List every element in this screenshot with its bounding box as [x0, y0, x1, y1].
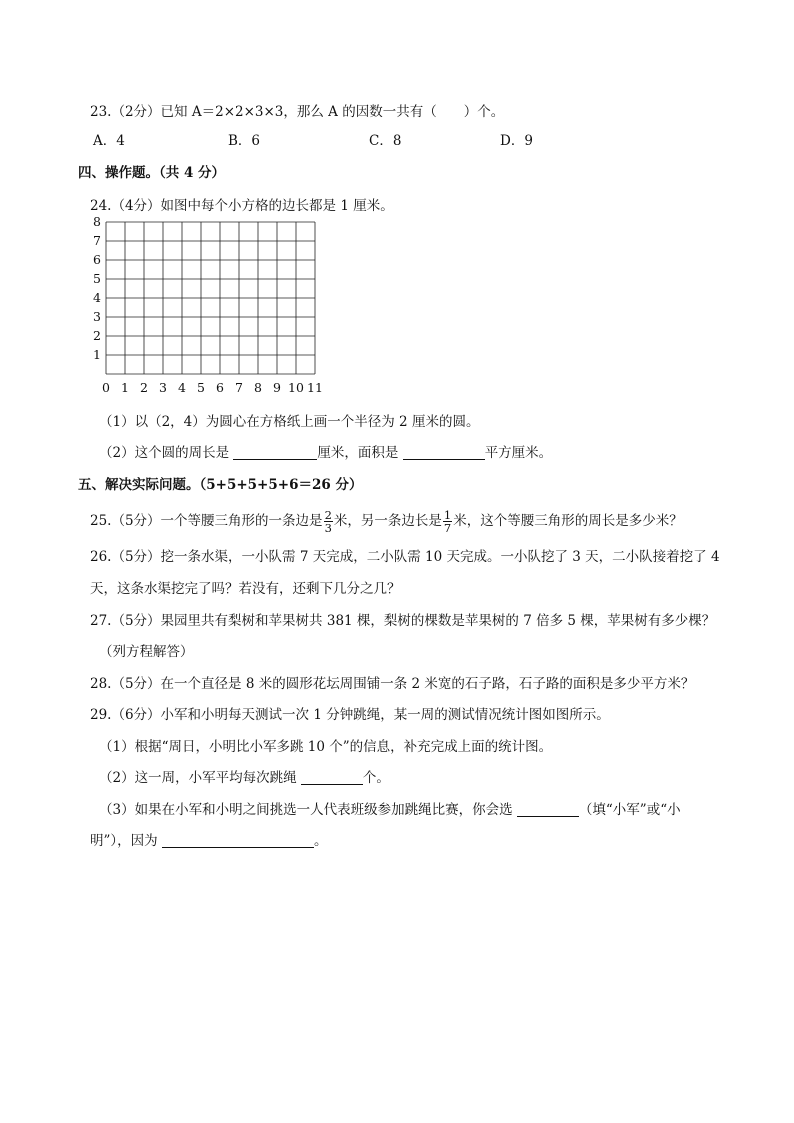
coordinate-grid — [88, 214, 328, 400]
y-tick-label: 2 — [93, 328, 101, 343]
average-jumps-blank[interactable] — [301, 770, 363, 785]
q29-sub3-line2-text-a: 明”），因为 — [90, 833, 162, 849]
q24-sub2 — [99, 444, 552, 462]
q29-sub2 — [99, 769, 390, 787]
q29-stem: 29.（6分）小军和小明每天测试一次 1 分钟跳绳，某一周的测试情况统计图如图所示。 — [90, 707, 610, 723]
x-axis-labels — [102, 380, 323, 395]
q24-sub1: （1）以（2，4）为圆心在方格纸上画一个半径为 2 厘米的圆。 — [99, 414, 480, 430]
q29-sub3-line2-text-b: 。 — [313, 833, 328, 849]
q23-option-c: C．8 — [369, 133, 402, 149]
q29-sub2-text-b: 个。 — [362, 770, 390, 786]
frac2-numerator: 1 — [443, 508, 452, 522]
y-tick-label: 5 — [93, 271, 101, 286]
q27-line2: （列方程解答） — [99, 644, 194, 660]
grid-svg — [88, 214, 328, 400]
q29-sub3-line2 — [90, 832, 327, 850]
x-tick-label: 8 — [254, 380, 262, 395]
q27-line1: 27.（5分）果园里共有梨树和苹果树共 381 棵，梨树的棵数是苹果树的 7 倍多 5 棵，苹果树有多少棵？ — [90, 613, 716, 629]
section-5-title: 五、解决实际问题。（5+5+5+5+6＝26 分） — [78, 477, 363, 493]
q24-stem: 24.（4分）如图中每个小方格的边长都是 1 厘米。 — [90, 198, 394, 214]
q25-text-c: 米，这个等腰三角形的周长是多少米？ — [453, 513, 683, 529]
q23-option-b: B．6 — [228, 133, 261, 149]
frac1-denominator: 3 — [324, 521, 332, 535]
q23-option-a: A．4 — [93, 133, 125, 149]
q29-sub3 — [99, 801, 681, 819]
y-tick-label: 6 — [93, 252, 101, 267]
y-tick-label: 7 — [93, 233, 101, 248]
circumference-answer-blank[interactable] — [233, 445, 317, 460]
q25-text-a: 25.（5分）一个等腰三角形的一条边是 — [90, 513, 323, 529]
x-tick-label: 1 — [121, 380, 129, 395]
reason-blank[interactable] — [162, 833, 314, 848]
x-tick-label: 7 — [235, 380, 243, 395]
q23-option-d: D．9 — [500, 133, 533, 149]
x-tick-label: 3 — [159, 380, 167, 395]
y-axis-labels — [93, 214, 101, 362]
q29-sub3-text-b: （填“小军”或“小 — [578, 802, 681, 818]
x-tick-label: 0 — [102, 380, 110, 395]
q24-sub2-text-a: （2）这个圆的周长是 — [99, 445, 234, 461]
x-tick-label: 11 — [307, 380, 323, 395]
y-tick-label: 3 — [93, 309, 101, 324]
fraction-one-seventh — [443, 509, 452, 534]
q25-stem — [90, 508, 683, 534]
x-tick-label: 5 — [197, 380, 205, 395]
choice-blank[interactable] — [517, 802, 579, 817]
q29-sub1: （1）根据“周日，小明比小军多跳 10 个”的信息，补充完成上面的统计图。 — [99, 739, 553, 755]
q28-line1: 28.（5分）在一个直径是 8 米的圆形花坛周围铺一条 2 米宽的石子路，石子路的面积是多少平方米？ — [90, 676, 695, 692]
fraction-two-thirds — [324, 509, 333, 534]
q29-sub3-text-a: （3）如果在小军和小明之间挑选一人代表班级参加跳绳比赛，你会选 — [99, 802, 517, 818]
q26-line2: 天，这条水渠挖完了吗？若没有，还剩下几分之几？ — [90, 581, 401, 597]
q25-text-b: 米，另一条边长是 — [333, 513, 442, 529]
x-tick-label: 2 — [140, 380, 148, 395]
area-answer-blank[interactable] — [403, 445, 485, 460]
q29-sub2-text-a: （2）这一周，小军平均每次跳绳 — [99, 770, 301, 786]
section-4-title: 四、操作题。（共 4 分） — [78, 165, 226, 181]
x-tick-label: 10 — [288, 380, 304, 395]
q23-stem: 23.（2分）已知 A＝2×2×3×3，那么 A 的因数一共有（ ）个。 — [90, 104, 505, 120]
frac1-numerator: 2 — [324, 508, 332, 522]
frac2-denominator: 7 — [443, 521, 452, 535]
q24-sub2-text-b: 厘米，面积是 — [317, 445, 403, 461]
q24-sub2-text-c: 平方厘米。 — [484, 445, 553, 461]
x-tick-label: 4 — [178, 380, 186, 395]
q26-line1: 26.（5分）挖一条水渠，一小队需 7 天完成，二小队需 10 天完成。一小队挖了 3 天，二小队接着挖了 4 — [90, 549, 720, 565]
y-tick-label: 1 — [93, 347, 101, 362]
y-tick-label: 8 — [93, 214, 101, 229]
y-tick-label: 4 — [93, 290, 101, 305]
x-tick-label: 6 — [216, 380, 224, 395]
x-tick-label: 9 — [273, 380, 281, 395]
